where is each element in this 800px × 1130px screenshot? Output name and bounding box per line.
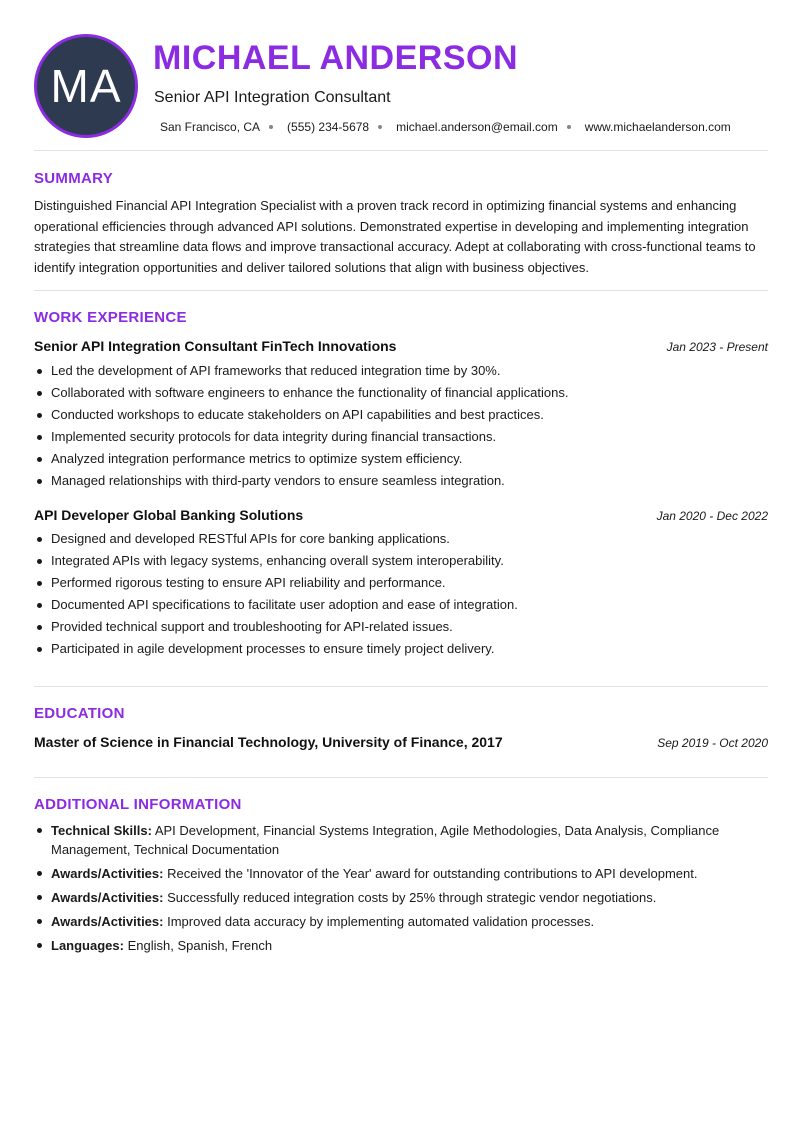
job-header bbox=[34, 338, 768, 356]
section-divider bbox=[34, 290, 768, 291]
education-heading: EDUCATION bbox=[34, 705, 125, 722]
item-text: Received the 'Innovator of the Year' award for outstanding contributions to API development. bbox=[167, 866, 698, 881]
item-label: Languages: bbox=[51, 938, 124, 953]
item-text: English, Spanish, French bbox=[127, 938, 273, 953]
job-dates: Jan 2020 - Dec 2022 bbox=[656, 509, 768, 523]
degree: Master of Science in Financial Technology, University of Finance, 2017 bbox=[34, 734, 503, 750]
contact-location: San Francisco, CA bbox=[160, 120, 261, 134]
item-label: Awards/Activities: bbox=[51, 866, 164, 881]
section-divider bbox=[34, 777, 768, 778]
job-title: API Developer Global Banking Solutions bbox=[34, 507, 304, 523]
list-item: Managed relationships with third-party vendors to ensure seamless integration. bbox=[34, 472, 768, 494]
item-label: Awards/Activities: bbox=[51, 914, 164, 929]
separator-dot bbox=[567, 125, 571, 129]
candidate-title: Senior API Integration Consultant bbox=[154, 89, 391, 106]
list-item bbox=[34, 912, 768, 931]
list-item bbox=[34, 936, 768, 955]
additional-heading: ADDITIONAL INFORMATION bbox=[34, 796, 242, 813]
resume-header bbox=[34, 34, 768, 138]
contact-phone: (555) 234-5678 bbox=[287, 120, 370, 134]
job-dates: Jan 2023 - Present bbox=[666, 340, 768, 354]
item-label: Awards/Activities: bbox=[51, 890, 164, 905]
education-entry bbox=[34, 734, 768, 752]
list-item: Documented API specifications to facilitate user adoption and ease of integration. bbox=[34, 596, 768, 618]
list-item bbox=[34, 864, 768, 883]
item-text: Successfully reduced integration costs by 25% through strategic vendor negotiations. bbox=[167, 890, 657, 905]
list-item: Collaborated with software engineers to enhance the functionality of financial applications. bbox=[34, 384, 768, 406]
list-item bbox=[34, 888, 768, 907]
list-item: Provided technical support and troubleshooting for API-related issues. bbox=[34, 618, 768, 640]
list-item: Performed rigorous testing to ensure API reliability and performance. bbox=[34, 574, 768, 596]
list-item: Implemented security protocols for data integrity during financial transactions. bbox=[34, 428, 768, 450]
job-bullets bbox=[34, 530, 768, 662]
contact-website[interactable]: www.michaelanderson.com bbox=[584, 120, 731, 134]
education-dates: Sep 2019 - Oct 2020 bbox=[657, 736, 768, 750]
section-divider bbox=[34, 686, 768, 687]
job-bullets bbox=[34, 362, 768, 494]
list-item bbox=[34, 821, 768, 859]
section-divider bbox=[34, 150, 768, 151]
list-item: Designed and developed RESTful APIs for core banking applications. bbox=[34, 530, 768, 552]
additional-list bbox=[34, 821, 768, 960]
list-item: Analyzed integration performance metrics to optimize system efficiency. bbox=[34, 450, 768, 472]
list-item: Integrated APIs with legacy systems, enhancing overall system interoperability. bbox=[34, 552, 768, 574]
experience-heading: WORK EXPERIENCE bbox=[34, 309, 187, 326]
list-item: Led the development of API frameworks that reduced integration time by 30%. bbox=[34, 362, 768, 384]
avatar bbox=[34, 34, 138, 138]
list-item: Participated in agile development processes to ensure timely project delivery. bbox=[34, 640, 768, 662]
item-text: Improved data accuracy by implementing automated validation processes. bbox=[167, 914, 595, 929]
contact-email[interactable]: michael.anderson@email.com bbox=[396, 120, 558, 134]
avatar-initials: MA bbox=[50, 60, 122, 112]
item-label: Technical Skills: bbox=[51, 823, 152, 838]
contact-line bbox=[160, 120, 731, 134]
candidate-name: MICHAEL ANDERSON bbox=[153, 39, 519, 77]
item-text: API Development, Financial Systems Integration, Agile Methodologies, Data Analysis, Compliance Management, Technical Documentation bbox=[51, 823, 720, 857]
job-title: Senior API Integration Consultant FinTech Innovations bbox=[34, 338, 397, 354]
summary-text: Distinguished Financial API Integration Specialist with a proven track record in optimizing financial systems and enhancing operational efficiencies through advanced API solutions. Demonstrated expertise in developing and implementing integration strategies that streamline data flows and improve transactional accuracy. Adept at collaborating with cross-functional teams to identify integration opportunities and deliver tailored solutions that align with business objectives. bbox=[34, 198, 756, 275]
separator-dot bbox=[269, 125, 273, 129]
separator-dot bbox=[378, 125, 382, 129]
list-item: Conducted workshops to educate stakeholders on API capabilities and best practices. bbox=[34, 406, 768, 428]
job-header bbox=[34, 507, 768, 525]
summary-heading: SUMMARY bbox=[34, 170, 114, 187]
